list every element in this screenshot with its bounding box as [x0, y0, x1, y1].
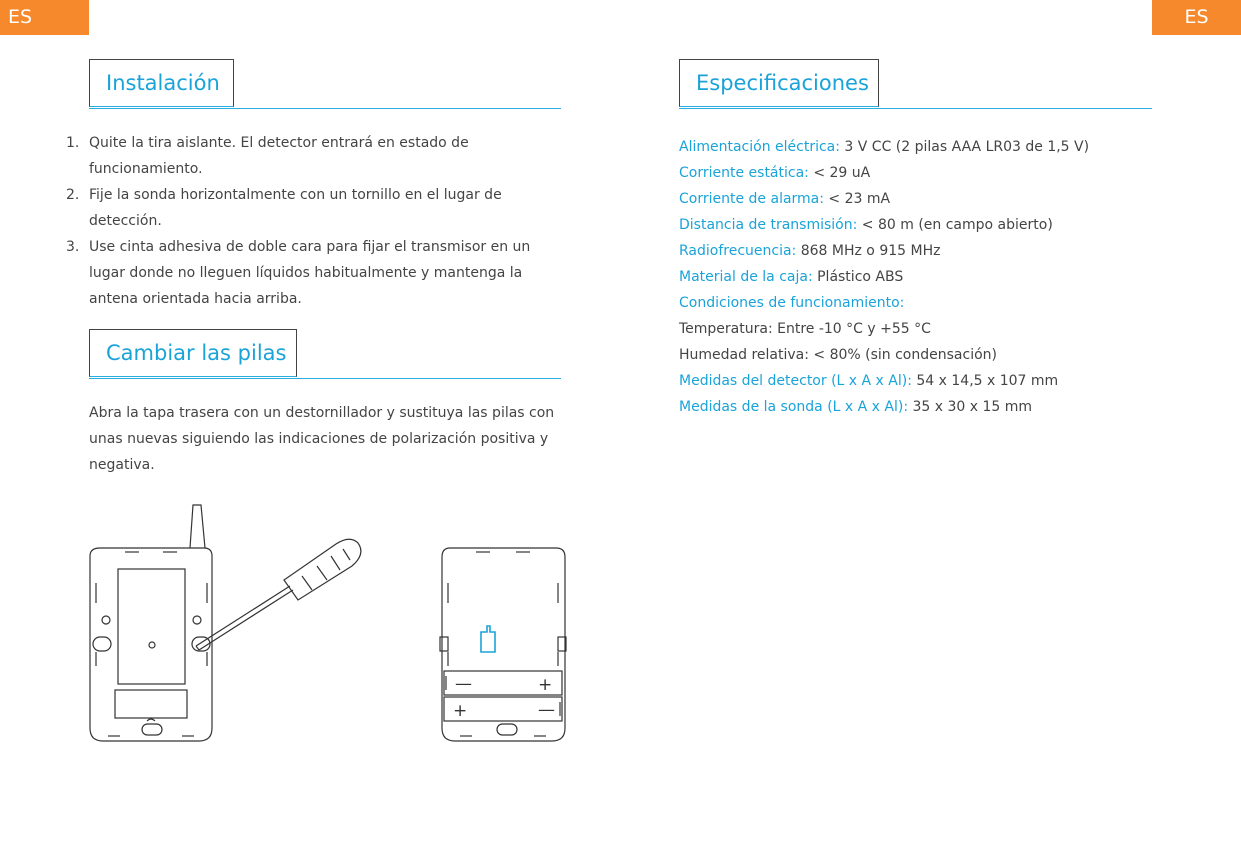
- battery-2-plus-label: +: [453, 701, 468, 721]
- spec-row: Temperatura: Entre -10 °C y +55 °C: [679, 321, 931, 337]
- spec-row: Medidas de la sonda (L x A x Al): 35 x 30 x 15 mm: [679, 399, 1033, 415]
- spec-row: Condiciones de funcionamiento:: [679, 295, 905, 311]
- screwdriver-illustration: [196, 539, 361, 650]
- spec-row: Corriente de alarma: < 23 mA: [679, 191, 891, 207]
- battery-2-minus-label: —: [538, 700, 555, 720]
- install-title: Instalación: [106, 71, 220, 95]
- language-tab-right: ES: [1152, 0, 1241, 35]
- spec-row: Material de la caja: Plástico ABS: [679, 269, 904, 285]
- install-step: 2. Fije la sonda horizontalmente con un tornillo en el lugar de detección.: [66, 187, 502, 229]
- spec-row: Distancia de transmisión: < 80 m (en campo abierto): [679, 217, 1053, 233]
- spec-row: Radiofrecuencia: 868 MHz o 915 MHz: [679, 243, 941, 259]
- battery-title: Cambiar las pilas: [106, 341, 287, 365]
- battery-instructions: Abra la tapa trasera con un destornillador y sustituya las pilas con unas nuevas siguiendo las indicaciones de polarización positiva y negativa.: [89, 405, 555, 473]
- specs-title: Especificaciones: [696, 71, 869, 95]
- transmitter-back-illustration: [90, 548, 212, 741]
- spec-row: Corriente estática: < 29 uA: [679, 165, 871, 181]
- battery-1-plus-label: +: [538, 675, 553, 695]
- spec-row: Medidas del detector (L x A x Al): 54 x 14,5 x 107 mm: [679, 373, 1059, 389]
- spec-row: Humedad relativa: < 80% (sin condensación): [679, 347, 997, 363]
- spec-row: Alimentación eléctrica: 3 V CC (2 pilas AAA LR03 de 1,5 V): [679, 139, 1090, 155]
- install-step: 1. Quite la tira aislante. El detector entrará en estado de funcionamiento.: [66, 135, 469, 177]
- antenna-illustration: [190, 505, 205, 548]
- sensor-icon: [481, 626, 495, 652]
- install-step: 3. Use cinta adhesiva de doble cara para fijar el transmisor en un lugar donde no lleguen líquidos habitualmente y mantenga la antena orientada hacia arriba.: [66, 239, 531, 307]
- language-tab-left: ES: [0, 0, 89, 35]
- battery-1-minus-label: —: [455, 674, 472, 694]
